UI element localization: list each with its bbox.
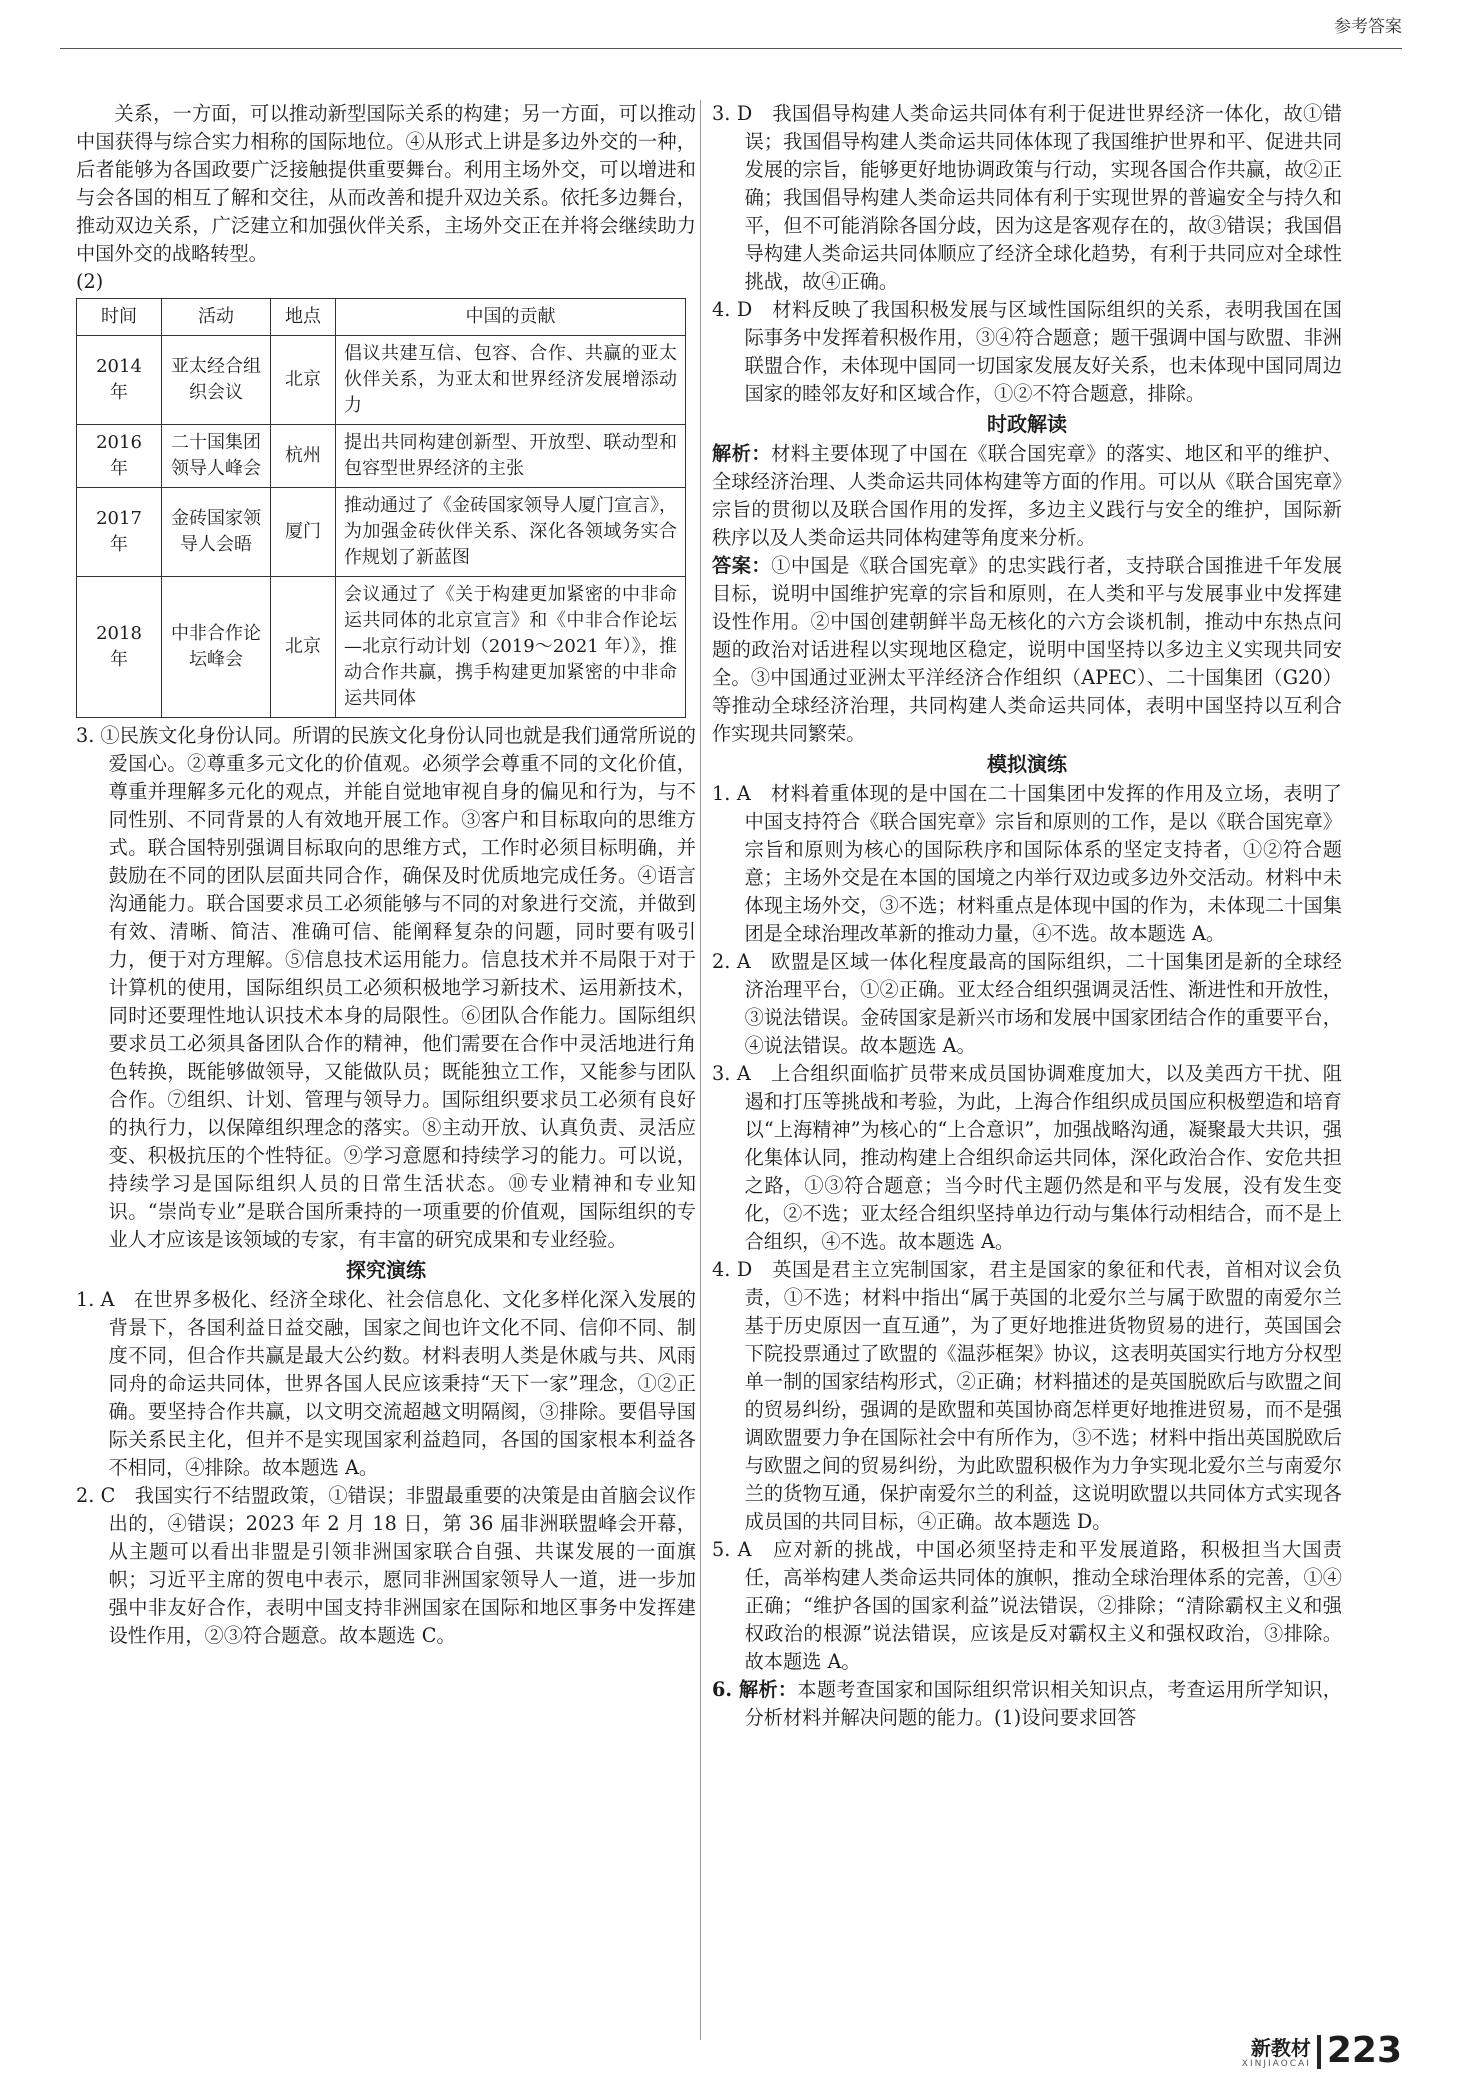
section-title-explore: 探究演练 xyxy=(346,1258,426,1282)
table-cell-place: 北京 xyxy=(271,577,336,718)
page-footer xyxy=(1241,2030,1402,2071)
table-cell-place: 北京 xyxy=(271,336,336,425)
analysis-paragraph xyxy=(712,440,1342,552)
table-cell-time: 2014 年 xyxy=(77,336,162,425)
table-cell-time: 2017 年 xyxy=(77,488,162,577)
simulation-item: 1. A 材料着重体现的是中国在二十国集团中发挥的作用及立场，表明了中国支持符合《联合国宪章》宗旨和原则的工作，是以《联合国宪章》宗旨和原则为核心的国际秩序和国际体系的坚定支持者，①②符合题意；主场外交是在本国的国境之内举行双边或多边外交活动。材料中未体现主场外交，③不选；材料重点是体现中国的作为，未体现二十国集团是全球治理改革新的推动力量，④不选。故本题选 A。 xyxy=(712,782,1342,945)
table-cell-place: 杭州 xyxy=(271,425,336,488)
answer-text: ①中国是《联合国宪章》的忠实践行者，支持联合国推进千年发展目标，说明中国维护宪章的宗旨和原则，在人类和平与发展事业中发挥建设性作用。②中国创建朝鲜半岛无核化的六方会谈机制，推动中东热点问题的政治对话进程以实现地区稳定，说明中国坚持以多边主义实现共同安全。③中国通过亚洲太平洋经济合作组织（APEC）、二十国集团（G20）等推动全球经济治理，共同构建人类命运共同体，表明中国坚持以互利合作实现共同繁荣。 xyxy=(712,554,1343,745)
footer-bar xyxy=(1317,2035,1321,2069)
header-label: 参考答案 xyxy=(1334,17,1402,37)
answer-paragraph xyxy=(712,552,1342,748)
analysis-label: 解析： xyxy=(712,442,772,465)
brand-pinyin: XINJIAOCAI xyxy=(1241,2059,1311,2069)
right-column xyxy=(712,100,1342,1732)
q6-label: 6. 解析： xyxy=(712,1678,798,1701)
part2-label: (2) xyxy=(76,270,104,293)
column-divider xyxy=(700,100,701,2040)
analysis-text: 材料主要体现了中国在《联合国宪章》的落实、地区和平的维护、全球经济治理、人类命运共同体构建等方面的作用。可以从《联合国宪章》宗旨的贯彻以及联合国作用的发挥，多边主义践行与安全的维护，国际新秩序以及人类命运共同体构建等角度来分析。 xyxy=(712,442,1343,549)
q6-text: 本题考查国家和国际组织常识相关知识点，考查运用所学知识，分析材料并解决问题的能力。(1)设问要求回答 xyxy=(744,1678,1342,1729)
table-row xyxy=(77,577,686,718)
answer-item: 4. D 材料反映了我国积极发展与区域性国际组织的关系，表明我国在国际事务中发挥着积极作用，③④符合题意；题干强调中国与欧盟、非洲联盟合作，未体现中国同一切国家发展友好关系，也未体现中国同周边国家的睦邻友好和区域合作，①②不符合题意，排除。 xyxy=(712,298,1342,405)
page-number: 223 xyxy=(1326,2030,1402,2071)
explore-item: 2. C 我国实行不结盟政策，①错误；非盟最重要的决策是由首脑会议作出的，④错误；2023 年 2 月 18 日，第 36 届非洲联盟峰会开幕，从主题可以看出非盟是引领非洲国家联合自强、共谋发展的一面旗帜；习近平主席的贺电中表示，愿同非洲国家领导人一道，进一步加强中非友好合作，表明中国支持非洲国家在国际和地区事务中发挥建设性作用，②③符合题意。故本题选 C。 xyxy=(76,1484,696,1647)
brand-name: 新教材 xyxy=(1250,2036,1311,2060)
table-cell-contribution: 倡议共建互信、包容、合作、共赢的亚太伙伴关系，为亚太和世界经济发展增添动力 xyxy=(336,336,686,425)
table-cell-activity: 亚太经合组织会议 xyxy=(162,336,271,425)
table-header-row xyxy=(77,299,686,336)
table-cell-contribution: 推动通过了《金砖国家领导人厦门宣言》，为加强金砖伙伴关系、深化各领域务实合作规划了新蓝图 xyxy=(336,488,686,577)
section-title-current-affairs: 时政解读 xyxy=(987,412,1067,436)
table-row xyxy=(77,336,686,425)
table-header-activity: 活动 xyxy=(162,299,271,336)
simulation-item: 2. A 欧盟是区域一体化程度最高的国际组织，二十国集团是新的全球经济治理平台，①②正确。亚太经合组织强调灵活性、渐进性和开放性，③说法错误。金砖国家是新兴市场和发展中国家团结合作的重要平台，④说法错误。故本题选 A。 xyxy=(712,950,1342,1057)
table-header-time: 时间 xyxy=(77,299,162,336)
left-column xyxy=(76,100,696,1650)
simulation-item: 4. D 英国是君主立宪制国家，君主是国家的象征和代表，首相对议会负责，①不选；材料中指出“属于英国的北爱尔兰与属于欧盟的南爱尔兰基于历史原因一直互通”，为了更好地推进货物贸易的进行，英国国会下院投票通过了欧盟的《温莎框架》协议，这表明英国实行地方分权型单一制的国家结构形式，②正确；材料描述的是英国脱欧后与欧盟之间的贸易纠纷，强调的是欧盟和英国协商怎样更好地推进贸易，而不是强调欧盟要力争在国际社会中有所作为，③不选；材料中指出英国脱欧后与欧盟之间的贸易纠纷，为此欧盟积极作为力争实现北爱尔兰与南爱尔兰的货物互通，保护南爱尔兰的利益，这说明欧盟以共同体方式实现各成员国的共同目标，④正确。故本题选 D。 xyxy=(712,1258,1342,1533)
table-cell-contribution: 提出共同构建创新型、开放型、联动型和包容型世界经济的主张 xyxy=(336,425,686,488)
answer-item: 3. D 我国倡导构建人类命运共同体有利于促进世界经济一体化，故①错误；我国倡导构建人类命运共同体体现了我国维护世界和平、促进共同发展的宗旨，能够更好地协调政策与行动，实现各国合作共赢，故②正确；我国倡导构建人类命运共同体有利于实现世界的普遍安全与持久和平，但不可能消除各国分歧，因为这是客观存在的，故③错误；我国倡导构建人类命运共同体顺应了经济全球化趋势，有利于共同应对全球性挑战，故④正确。 xyxy=(712,102,1342,293)
simulation-item: 3. A 上合组织面临扩员带来成员国协调难度加大，以及美西方干扰、阻遏和打压等挑战和考验，为此，上海合作组织成员国应积极塑造和培育以“上海精神”为核心的“上合意识”，加强战略沟通，凝聚最大共识，强化集体认同，推动构建上合组织命运共同体，深化政治合作、安危共担之路，①③符合题意；当今时代主题仍然是和平与发展，没有发生变化，②不选；亚太经合组织坚持单边行动与集体行动相结合，而不是上合组织，④不选。故本题选 A。 xyxy=(712,1062,1342,1253)
table-cell-activity: 金砖国家领导人会晤 xyxy=(162,488,271,577)
table-header-contribution: 中国的贡献 xyxy=(336,299,686,336)
intro-paragraph: 关系，一方面，可以推动新型国际关系的构建；另一方面，可以推动中国获得与综合实力相称的国际地位。④从形式上讲是多边外交的一种，后者能够为各国政要广泛接触提供重要舞台。利用主场外交，可以增进和与会各国的相互了解和交往，从而改善和提升双边关系。依托多边舞台，推动双边关系，广泛建立和加强伙伴关系，主场外交正在并将会继续助力中国外交的战略转型。 xyxy=(76,102,696,265)
table-cell-place: 厦门 xyxy=(271,488,336,577)
simulation-item: 5. A 应对新的挑战，中国必须坚持走和平发展道路，积极担当大国责任，高举构建人类命运共同体的旗帜，推动全球治理体系的完善，①④正确；“维护各国的国家利益”说法错误，②排除；“清除霸权主义和强权政治的根源”说法错误，应该是反对霸权主义和强权政治，③排除。故本题选 A。 xyxy=(712,1538,1342,1673)
table-cell-activity: 中非合作论坛峰会 xyxy=(162,577,271,718)
table-row xyxy=(77,425,686,488)
answer-label: 答案： xyxy=(712,554,772,577)
table-cell-activity: 二十国集团领导人峰会 xyxy=(162,425,271,488)
section-title-simulation: 模拟演练 xyxy=(987,752,1067,776)
answer-item-q3: 3. ①民族文化身份认同。所谓的民族文化身份认同也就是我们通常所说的爱国心。②尊重多元文化的价值观。必须学会尊重不同的文化价值，尊重并理解多元化的观点，并能自觉地审视自身的偏见和行为，与不同性别、不同背景的人有效地开展工作。③客户和目标取向的思维方式。联合国特别强调目标取向的思维方式，工作时必须目标明确，并鼓励在不同的团队层面共同合作，确保及时优质地完成任务。④语言沟通能力。联合国要求员工必须能够与不同的对象进行交流，并做到有效、清晰、简洁、准确可信、能阐释复杂的问题，同时要有吸引力，便于对方理解。⑤信息技术运用能力。信息技术并不局限于对于计算机的使用，国际组织员工必须积极地学习新技术、运用新技术，同时还要理性地认识技术本身的局限性。⑥团队合作能力。国际组织要求员工必须具备团队合作的精神，他们需要在合作中灵活地进行角色转换，既能够做领导，又能做队员；既能独立工作，又能参与团队合作。⑦组织、计划、管理与领导力。国际组织要求员工必须有良好的执行力，以保障组织理念的落实。⑧主动开放、认真负责、灵活应变、积极抗压的个性特征。⑨学习意愿和持续学习的能力。可以说，持续学习是国际组织人员的日常生活状态。⑩专业精神和专业知识。“崇尚专业”是联合国所秉持的一项重要的价值观，国际组织的专业人才应该是该领域的专家，有丰富的研究成果和专业经验。 xyxy=(76,724,696,1251)
brand-block xyxy=(1242,2037,1311,2069)
header-rule xyxy=(60,48,1402,49)
table-cell-time: 2016 年 xyxy=(77,425,162,488)
events-table xyxy=(76,298,686,718)
table-header-place: 地点 xyxy=(271,299,336,336)
table-cell-contribution: 会议通过了《关于构建更加紧密的中非命运共同体的北京宣言》和《中非合作论坛—北京行动计划（2019～2021 年）》，推动合作共赢，携手构建更加紧密的中非命运共同体 xyxy=(336,577,686,718)
explore-item: 1. A 在世界多极化、经济全球化、社会信息化、文化多样化深入发展的背景下，各国利益日益交融，国家之间也许文化不同、信仰不同、制度不同，但合作共赢是最大公约数。材料表明人类是休戚与共、风雨同舟的命运共同体，世界各国人民应该秉持“天下一家”理念，①②正确。要坚持合作共赢，以文明交流超越文明隔阂，③排除。要倡导国际关系民主化，但并不是实现国家利益趋同，各国的国家根本利益各不相同，④排除。故本题选 A。 xyxy=(76,1288,696,1479)
table-row xyxy=(77,488,686,577)
simulation-item-q6 xyxy=(712,1676,1342,1732)
table-cell-time: 2018 年 xyxy=(77,577,162,718)
